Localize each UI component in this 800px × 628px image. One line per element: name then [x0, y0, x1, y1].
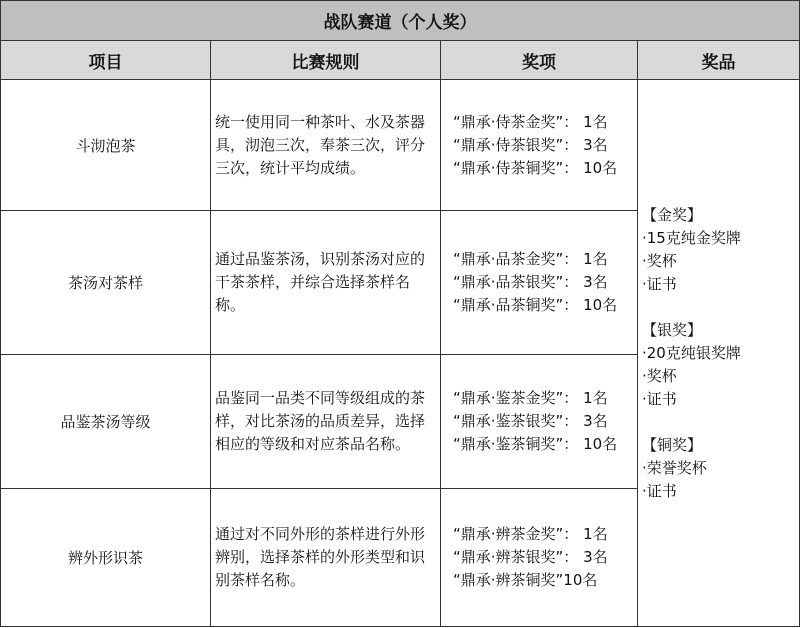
header-rule: 比赛规则 [211, 41, 441, 80]
award-line: “鼎承·辨茶铜奖”10名 [453, 571, 598, 589]
item-cell: 辨外形识茶 [1, 489, 211, 627]
rule-cell: 统一使用同一种茶叶、水及茶器具，沏泡三次，奉茶三次，评分三次，统计平均成绩。 [211, 80, 441, 211]
prize-item: ·证书 [642, 481, 677, 500]
prize-cell [638, 80, 800, 627]
award-line: “鼎承·品茶铜奖”： 10名 [453, 296, 618, 314]
award-cell [441, 211, 638, 355]
award-line: “鼎承·侍茶铜奖”： 10名 [453, 158, 618, 177]
prize-heading: 【金奖】 [642, 205, 703, 224]
prize-item: ·奖杯 [642, 366, 677, 385]
award-cell [441, 355, 638, 489]
award-line: “鼎承·品茶银奖”： 3名 [453, 273, 608, 291]
award-line: “鼎承·鉴茶金奖”： 1名 [453, 389, 608, 407]
award-line: “鼎承·辨茶金奖”： 1名 [453, 525, 608, 543]
prize-item: ·15克纯金奖牌 [642, 228, 741, 247]
award-line: “鼎承·侍茶银奖”： 3名 [453, 135, 608, 154]
prize-spacer [642, 411, 799, 434]
header-item: 项目 [1, 41, 211, 80]
table-title: 战队赛道（个人奖） [1, 1, 800, 41]
header-prize: 奖品 [638, 41, 800, 80]
award-line: “鼎承·侍茶金奖”： 1名 [453, 112, 608, 131]
rule-cell: 通过品鉴茶汤，识别茶汤对应的干茶茶样，并综合选择茶样名称。 [211, 211, 441, 355]
award-line: “鼎承·品茶金奖”： 1名 [453, 250, 608, 268]
award-cell [441, 80, 638, 211]
award-line: “鼎承·辨茶银奖”： 3名 [453, 548, 608, 566]
item-cell: 斗沏泡茶 [1, 80, 211, 211]
header-award: 奖项 [441, 41, 638, 80]
prize-spacer [642, 296, 799, 319]
title-row [1, 1, 800, 41]
header-row [1, 41, 800, 80]
award-line: “鼎承·鉴茶铜奖”： 10名 [453, 435, 618, 453]
prize-item: ·20克纯银奖牌 [642, 343, 741, 362]
item-cell: 品鉴茶汤等级 [1, 355, 211, 489]
rule-cell: 品鉴同一品类不同等级组成的茶样，对比茶汤的品质差异，选择相应的等级和对应茶品名称。 [211, 355, 441, 489]
prize-item: ·证书 [642, 274, 677, 293]
award-cell [441, 489, 638, 627]
prize-item: ·证书 [642, 389, 677, 408]
table-row [1, 80, 800, 211]
award-line: “鼎承·鉴茶银奖”： 3名 [453, 412, 608, 430]
prize-heading: 【银奖】 [642, 320, 703, 339]
prize-item: ·奖杯 [642, 251, 677, 270]
rule-cell: 通过对不同外形的茶样进行外形辨别，选择茶样的外形类型和识别茶样名称。 [211, 489, 441, 627]
item-cell: 茶汤对茶样 [1, 211, 211, 355]
prize-heading: 【铜奖】 [642, 435, 703, 454]
prize-item: ·荣誉奖杯 [642, 458, 707, 477]
